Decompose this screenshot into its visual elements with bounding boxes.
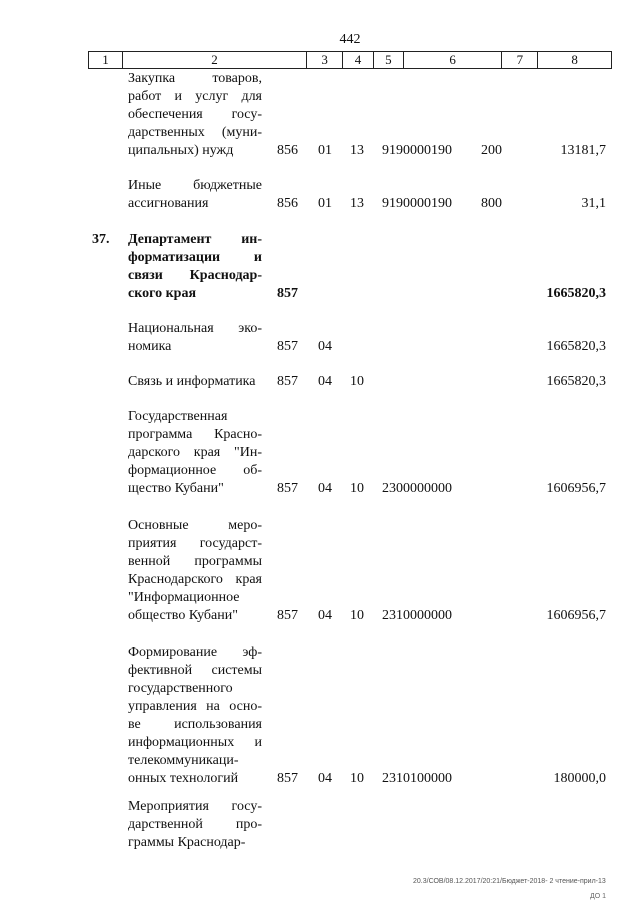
row-name-line: фективной системы: [128, 663, 262, 678]
row-name-line: Основные меро-: [128, 518, 262, 533]
cell-col-6: 2310100000: [382, 771, 452, 786]
row-name-line: телекоммуникаци-: [128, 753, 239, 768]
cell-col-3: 856: [277, 196, 298, 211]
table-header: [88, 51, 612, 69]
row-name-line: Иные бюджетные: [128, 178, 262, 193]
row-name-line: Закупка товаров,: [128, 71, 262, 86]
row-name-line: Национальная эко-: [128, 321, 262, 336]
row-name-line: "Информационное: [128, 590, 240, 605]
cell-col-8: 1665820,3: [546, 339, 606, 354]
row-name-line: дарского края "Ин-: [128, 445, 262, 460]
row-name: [128, 373, 262, 391]
row-name: [128, 408, 262, 498]
cell-col-5: 10: [350, 481, 364, 496]
cell-col-8: 1606956,7: [546, 608, 606, 623]
cell-col-6: 9190000190: [382, 196, 452, 211]
row-name: [128, 177, 262, 213]
cell-col-3: 857: [277, 339, 298, 354]
row-name-line: дарственной про-: [128, 817, 262, 832]
cell-col-3: 856: [277, 143, 298, 158]
row-name-line: дарственных (муни-: [128, 125, 262, 140]
cell-col-8: 1665820,3: [546, 374, 606, 389]
row-name-line: онных технологий: [128, 771, 239, 786]
cell-col-8: 13181,7: [560, 143, 606, 158]
row-name: [128, 517, 262, 625]
row-name-line: программа Красно-: [128, 427, 262, 442]
row-name-line: общество Кубани": [128, 608, 238, 623]
row-name: [128, 231, 262, 303]
row-name: [128, 320, 262, 356]
row-name-line: граммы Краснодар-: [128, 835, 246, 850]
row-name-line: Департамент ин-: [128, 232, 262, 247]
row-name-line: венной программы: [128, 554, 262, 569]
cell-col-5: 10: [350, 374, 364, 389]
cell-col-5: 10: [350, 771, 364, 786]
row-name-line: Связь и информатика: [128, 374, 256, 389]
cell-col-8: 180000,0: [553, 771, 606, 786]
row-name-line: связи Краснодар-: [128, 268, 262, 283]
cell-col-8: 31,1: [581, 196, 606, 211]
header-col-1: 1: [89, 52, 123, 68]
row-number: 37.: [92, 232, 110, 247]
row-name-line: ципальных) нужд: [128, 143, 234, 158]
row-name-line: информационных и: [128, 735, 262, 750]
header-col-5: 5: [374, 52, 404, 68]
cell-col-3: 857: [277, 608, 298, 623]
row-name-line: ского края: [128, 286, 197, 301]
cell-col-4: 04: [318, 339, 332, 354]
cell-col-4: 04: [318, 608, 332, 623]
row-name-line: Государственная: [128, 409, 228, 424]
header-col-6: 6: [404, 52, 503, 68]
cell-col-8: 1606956,7: [546, 481, 606, 496]
cell-col-5: 13: [350, 196, 364, 211]
row-name-line: ве использования: [128, 717, 262, 732]
header-col-7: 7: [502, 52, 538, 68]
row-name-line: номика: [128, 339, 172, 354]
cell-col-4: 04: [318, 374, 332, 389]
row-name-line: ассигнования: [128, 196, 209, 211]
page-number: 442: [339, 32, 361, 47]
cell-col-5: 10: [350, 608, 364, 623]
header-col-3: 3: [307, 52, 343, 68]
cell-col-5: 13: [350, 143, 364, 158]
row-name-line: Формирование эф-: [128, 645, 262, 660]
cell-col-8: 1665820,3: [546, 286, 606, 301]
cell-col-7: 800: [481, 196, 502, 211]
cell-col-3: 857: [277, 481, 298, 496]
row-name-line: обеспечения госу-: [128, 107, 262, 122]
row-name: [128, 798, 262, 852]
row-name: [128, 70, 262, 160]
cell-col-4: 01: [318, 143, 332, 158]
cell-col-4: 04: [318, 771, 332, 786]
header-col-8: 8: [571, 52, 578, 67]
row-name-line: управления на осно-: [128, 699, 262, 714]
header-col-2: 2: [123, 52, 307, 68]
header-col-4: 4: [343, 52, 374, 68]
cell-col-3: 857: [277, 771, 298, 786]
footer-path: 20.3/СОВ/08.12.2017/20:21/Бюджет-2018- 2 чтение-прил-13: [413, 878, 606, 885]
cell-col-4: 01: [318, 196, 332, 211]
row-name: [128, 644, 262, 788]
cell-col-4: 04: [318, 481, 332, 496]
row-name-line: приятия государст-: [128, 536, 262, 551]
cell-col-3: 857: [277, 286, 298, 301]
cell-col-6: 9190000190: [382, 143, 452, 158]
cell-col-3: 857: [277, 374, 298, 389]
cell-col-7: 200: [481, 143, 502, 158]
row-name-line: государственного: [128, 681, 233, 696]
row-name-line: формационное об-: [128, 463, 262, 478]
footer-mark: ДО 1: [590, 893, 607, 900]
row-name-line: щество Кубани": [128, 481, 224, 496]
row-name-line: форматизации и: [128, 250, 262, 265]
row-name-line: Краснодарского края: [128, 572, 262, 587]
cell-col-6: 2300000000: [382, 481, 452, 496]
row-name-line: Мероприятия госу-: [128, 799, 262, 814]
row-name-line: работ и услуг для: [128, 89, 262, 104]
cell-col-6: 2310000000: [382, 608, 452, 623]
